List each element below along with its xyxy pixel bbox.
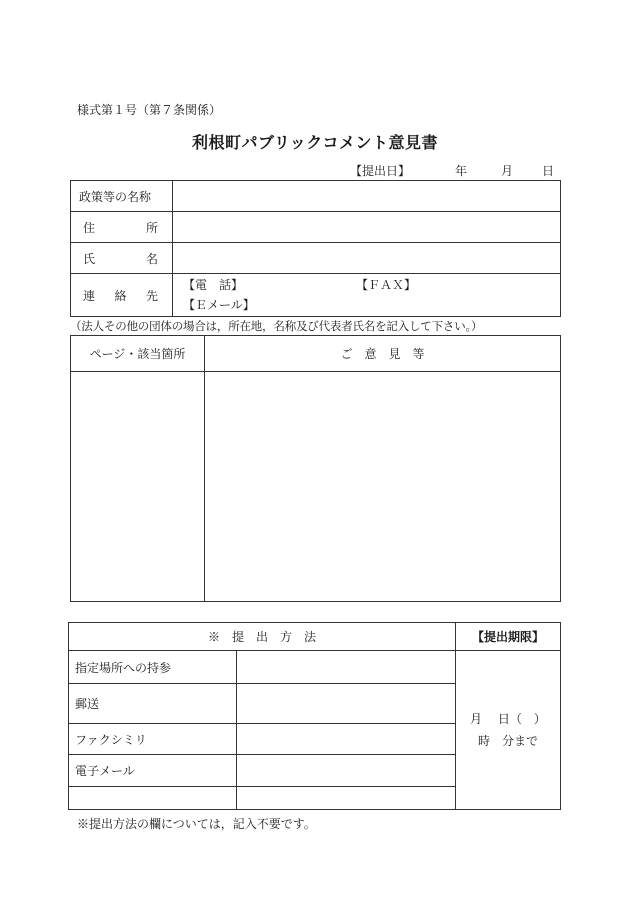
comments-header-row <box>71 336 561 372</box>
method-check-blank[interactable] <box>237 787 456 810</box>
email-label: 【Ｅメール】 <box>183 298 255 312</box>
comments-entry-row <box>71 372 561 602</box>
contact-label-char-3: 先 <box>145 288 158 303</box>
form-number-label: 様式第１号（第７条関係） <box>77 103 222 117</box>
date-month-label: 月 <box>501 164 514 178</box>
method-row <box>69 651 561 684</box>
method-label-fax: ファクシミリ <box>69 724 237 755</box>
method-label-email: 電子メール <box>69 755 237 787</box>
contact-label-char-2: 絡 <box>114 288 127 303</box>
name-label-char-2: 名 <box>145 251 158 266</box>
opinion-header: ご 意 見 等 <box>205 336 561 372</box>
address-label-char-2: 所 <box>145 220 158 235</box>
date-day-label: 日 <box>542 164 555 178</box>
submission-note: ※提出方法の欄については，記入不要です。 <box>77 817 316 831</box>
page-title: 利根町パブリックコメント意見書 <box>192 133 438 152</box>
date-year-label: 年 <box>455 164 468 178</box>
policy-name-field[interactable] <box>173 181 561 212</box>
address-field[interactable] <box>173 212 561 243</box>
name-label-char-1: 氏 <box>83 251 96 266</box>
deadline-time: 時 分まで <box>477 734 538 748</box>
policy-name-label: 政策等の名称 <box>79 189 152 204</box>
name-label-cell <box>71 243 173 274</box>
address-label-cell <box>71 212 173 243</box>
comments-table <box>70 335 561 602</box>
method-label-mail: 郵送 <box>69 684 237 724</box>
method-check-mail[interactable] <box>237 684 456 724</box>
contact-field[interactable] <box>173 274 561 317</box>
deadline-date: 月 日（ ） <box>470 712 546 726</box>
method-label-blank <box>69 787 237 810</box>
page-location-field[interactable] <box>71 372 205 602</box>
method-check-fax[interactable] <box>237 724 456 755</box>
submission-method-header: ※ 提 出 方 法 <box>69 623 456 651</box>
method-check-email[interactable] <box>237 755 456 787</box>
address-label-char-1: 住 <box>83 220 96 235</box>
submission-header-row <box>69 623 561 651</box>
phone-label: 【電 話】 <box>183 278 244 292</box>
contact-row <box>71 274 561 317</box>
submission-method-table <box>68 622 561 810</box>
fax-label: 【ＦＡＸ】 <box>356 278 417 292</box>
policy-name-row <box>71 181 561 212</box>
method-label-in-person: 指定場所への持参 <box>69 651 237 684</box>
contact-label-cell <box>71 274 173 317</box>
policy-name-label-cell <box>71 181 173 212</box>
method-check-in-person[interactable] <box>237 651 456 684</box>
applicant-info-table <box>70 180 561 317</box>
deadline-cell <box>455 651 560 810</box>
contact-label-char-1: 連 <box>83 288 96 303</box>
name-field[interactable] <box>173 243 561 274</box>
name-row <box>71 243 561 274</box>
opinion-field[interactable] <box>205 372 561 602</box>
corporate-note: （法人その他の団体の場合は，所在地，名称及び代表者氏名を記入して下さい。） <box>70 319 483 333</box>
page-location-header: ページ・該当箇所 <box>71 336 205 372</box>
address-row <box>71 212 561 243</box>
submission-date-label: 【提出日】 <box>350 164 411 178</box>
deadline-header: 【提出期限】 <box>455 623 560 651</box>
